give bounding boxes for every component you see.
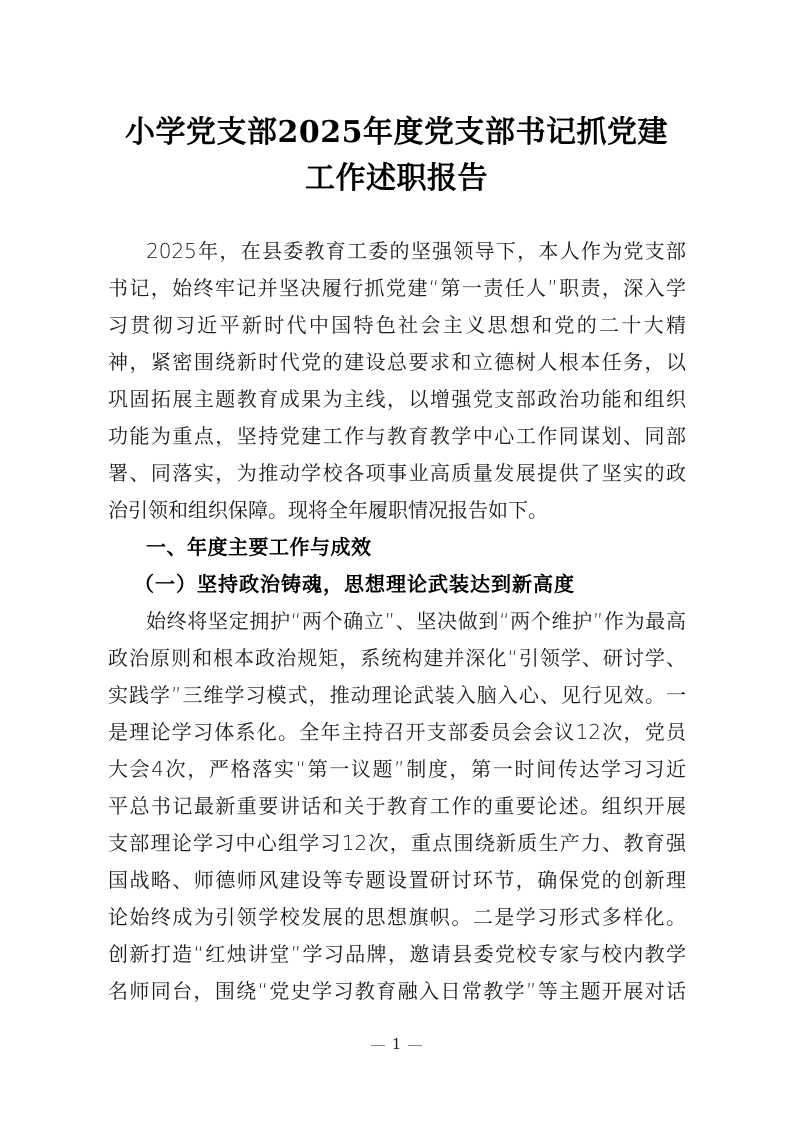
text-line: 支部理论学习中心组学习12次，重点围绕新质生产力、教育强 xyxy=(108,831,686,855)
intro-paragraph xyxy=(108,233,686,529)
text-line: 治引领和组织保障。现将全年履职情况报告如下。 xyxy=(108,498,548,522)
text-line: 政治原则和根本政治规矩，系统构建并深化“引领学、研讨学、 xyxy=(108,646,686,670)
document-title xyxy=(100,110,693,202)
subsection-paragraph xyxy=(108,603,686,1010)
title-line-1: 小学党支部2025年度党支部书记抓党建 xyxy=(125,115,668,150)
footer-dash-right xyxy=(408,1045,422,1046)
page-footer xyxy=(0,1035,793,1053)
text-line: 国战略、师德师风建设等专题设置研讨环节，确保党的创新理 xyxy=(108,868,686,892)
page-number: 1 xyxy=(391,1035,402,1053)
text-line: 巩固拓展主题教育成果为主线，以增强党支部政治功能和组织 xyxy=(108,387,686,411)
text-line: 书记，始终牢记并坚决履行抓党建“第一责任人”职责，深入学 xyxy=(108,276,686,300)
section-heading: 一、年度主要工作与成效 xyxy=(146,535,372,559)
text-line: 创新打造“红烛讲堂”学习品牌，邀请县委党校专家与校内教学 xyxy=(108,942,686,966)
text-line: 功能为重点，坚持党建工作与教育教学中心工作同谋划、同部 xyxy=(108,424,686,448)
text-line: 论始终成为引领学校发展的思想旗帜。二是学习形式多样化。 xyxy=(108,905,686,929)
text-line: 习贯彻习近平新时代中国特色社会主义思想和党的二十大精 xyxy=(108,313,686,337)
text-line: 平总书记最新重要讲话和关于教育工作的重要论述。组织开展 xyxy=(108,794,686,818)
subsection-heading: （一）坚持政治铸魂，思想理论武装达到新高度 xyxy=(134,572,575,596)
document-body xyxy=(108,233,686,1010)
title-line-2: 工作述职报告 xyxy=(305,161,488,196)
text-line: 名师同台，围绕“党史学习教育融入日常教学”等主题开展对话 xyxy=(108,979,686,1003)
text-line: 署、同落实，为推动学校各项事业高质量发展提供了坚实的政 xyxy=(108,461,686,485)
text-line: 实践学”三维学习模式，推动理论武装入脑入心、见行见效。一 xyxy=(108,683,686,707)
footer-dash-left xyxy=(371,1045,385,1046)
text-line: 始终将坚定拥护“两个确立”、坚决做到“两个维护”作为最高 xyxy=(146,609,686,633)
text-line: 大会4次，严格落实“第一议题”制度，第一时间传达学习习近 xyxy=(108,757,686,781)
text-line: 2025年，在县委教育工委的坚强领导下，本人作为党支部 xyxy=(146,239,686,263)
text-line: 是理论学习体系化。全年主持召开支部委员会会议12次，党员 xyxy=(108,720,686,744)
text-line: 神，紧密围绕新时代党的建设总要求和立德树人根本任务，以 xyxy=(108,350,686,374)
